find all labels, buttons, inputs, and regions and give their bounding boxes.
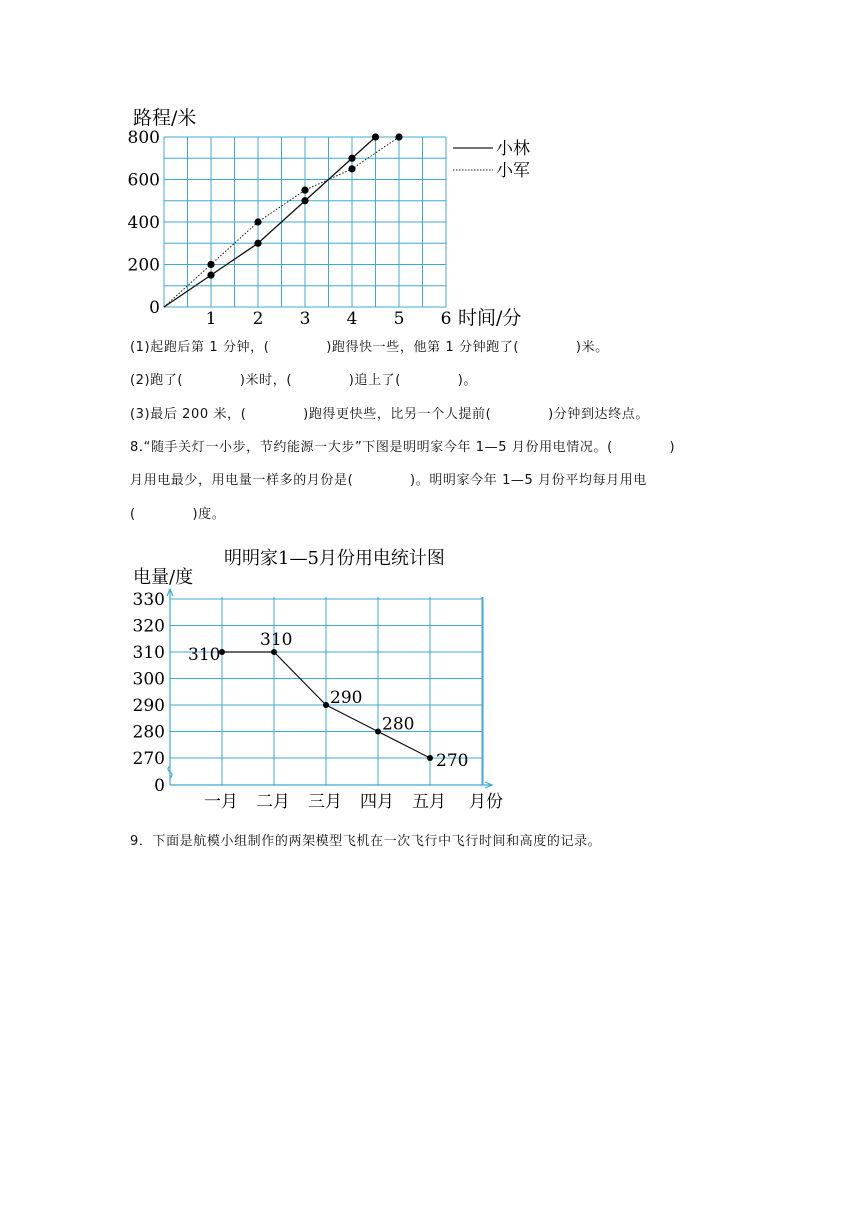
- y-tick-label: 200: [127, 255, 160, 276]
- x-tick-label: 6: [440, 309, 452, 329]
- x-tick-label: 5: [393, 309, 405, 329]
- data-point: [375, 729, 381, 735]
- x-tick-label: 二月: [256, 792, 290, 812]
- y-tick-label: 300: [132, 669, 165, 690]
- question-7-2: (2)跑了( )米时，( )追上了( )。: [130, 373, 478, 388]
- grid: [164, 137, 446, 307]
- y-axis-label: 电量/度: [133, 567, 194, 588]
- x-tick-labels: [206, 309, 452, 329]
- data-point: [348, 155, 355, 162]
- data-label: 310: [188, 645, 221, 665]
- y-tick-label: 320: [132, 616, 165, 637]
- y-tick-label: 0: [154, 776, 165, 796]
- chart-title: 明明家1—5月份用电统计图: [224, 548, 445, 569]
- data-point: [301, 187, 308, 194]
- question-8-line-1: 8.“随手关灯一小步，节约能源一大步”下图是明明家今年 1—5 月份用电情况。( ): [130, 440, 676, 455]
- x-tick-label: 四月: [360, 792, 394, 812]
- y-tick-labels: [133, 590, 165, 796]
- question-7-1: (1)起跑后第 1 分钟，( )跑得快一些，他第 1 分钟跑了( )米。: [130, 340, 609, 355]
- legend: [453, 139, 530, 181]
- usage-line: [188, 630, 468, 771]
- y-axis-label: 路程/米: [133, 107, 197, 129]
- question-8-line-3: ( )度。: [130, 507, 226, 522]
- x-axis-label: 时间/分: [458, 307, 522, 329]
- electricity-usage-chart: [0, 540, 860, 820]
- x-tick-label: 三月: [308, 792, 342, 812]
- data-point: [207, 272, 214, 279]
- series-lines: [164, 133, 403, 307]
- y-tick-label: 310: [132, 643, 165, 663]
- data-point: [395, 133, 402, 140]
- x-tick-labels: [204, 792, 446, 812]
- data-point: [207, 261, 214, 268]
- question-7-3: (3)最后 200 米，( )跑得更快些，比另一个人提前( )分钟到达终点。: [130, 407, 649, 422]
- data-point: [254, 240, 261, 247]
- y-axis: [168, 591, 172, 785]
- x-tick-label: 3: [299, 309, 311, 329]
- x-tick-label: 1: [205, 309, 217, 329]
- legend-label-xiaojun: 小军: [496, 161, 530, 181]
- y-tick-label: 800: [127, 128, 160, 148]
- y-tick-label: 280: [132, 722, 165, 743]
- data-label: 270: [436, 751, 469, 771]
- legend-label-xiaolin: 小林: [496, 139, 530, 159]
- y-tick-label: 330: [132, 590, 165, 610]
- y-tick-label: 0: [149, 298, 160, 318]
- data-label: 310: [260, 630, 293, 650]
- data-label: 280: [382, 714, 415, 735]
- x-tick-label: 2: [252, 309, 264, 329]
- distance-time-chart: [0, 0, 860, 340]
- y-tick-labels: [128, 128, 160, 318]
- y-tick-label: 600: [127, 170, 160, 191]
- data-point: [254, 218, 261, 225]
- data-label: 290: [330, 688, 363, 708]
- data-point: [301, 197, 308, 204]
- x-tick-label: 一月: [204, 792, 238, 812]
- y-tick-label: 290: [132, 696, 165, 716]
- y-tick-label: 400: [127, 213, 160, 233]
- data-point: [372, 133, 379, 140]
- x-tick-label: 4: [346, 309, 358, 329]
- question-8-line-2: 月用电最少，用电量一样多的月份是( )。明明家今年 1—5 月份平均每月用电: [130, 473, 647, 488]
- x-tick-label: 五月: [412, 792, 446, 812]
- data-point: [427, 755, 433, 761]
- data-point: [323, 702, 329, 708]
- data-point: [348, 165, 355, 172]
- x-axis-label: 月份: [469, 792, 503, 812]
- question-9: 9．下面是航模小组制作的两架模型飞机在一次飞行中飞行时间和高度的记录。: [130, 834, 602, 849]
- y-tick-label: 270: [132, 749, 165, 769]
